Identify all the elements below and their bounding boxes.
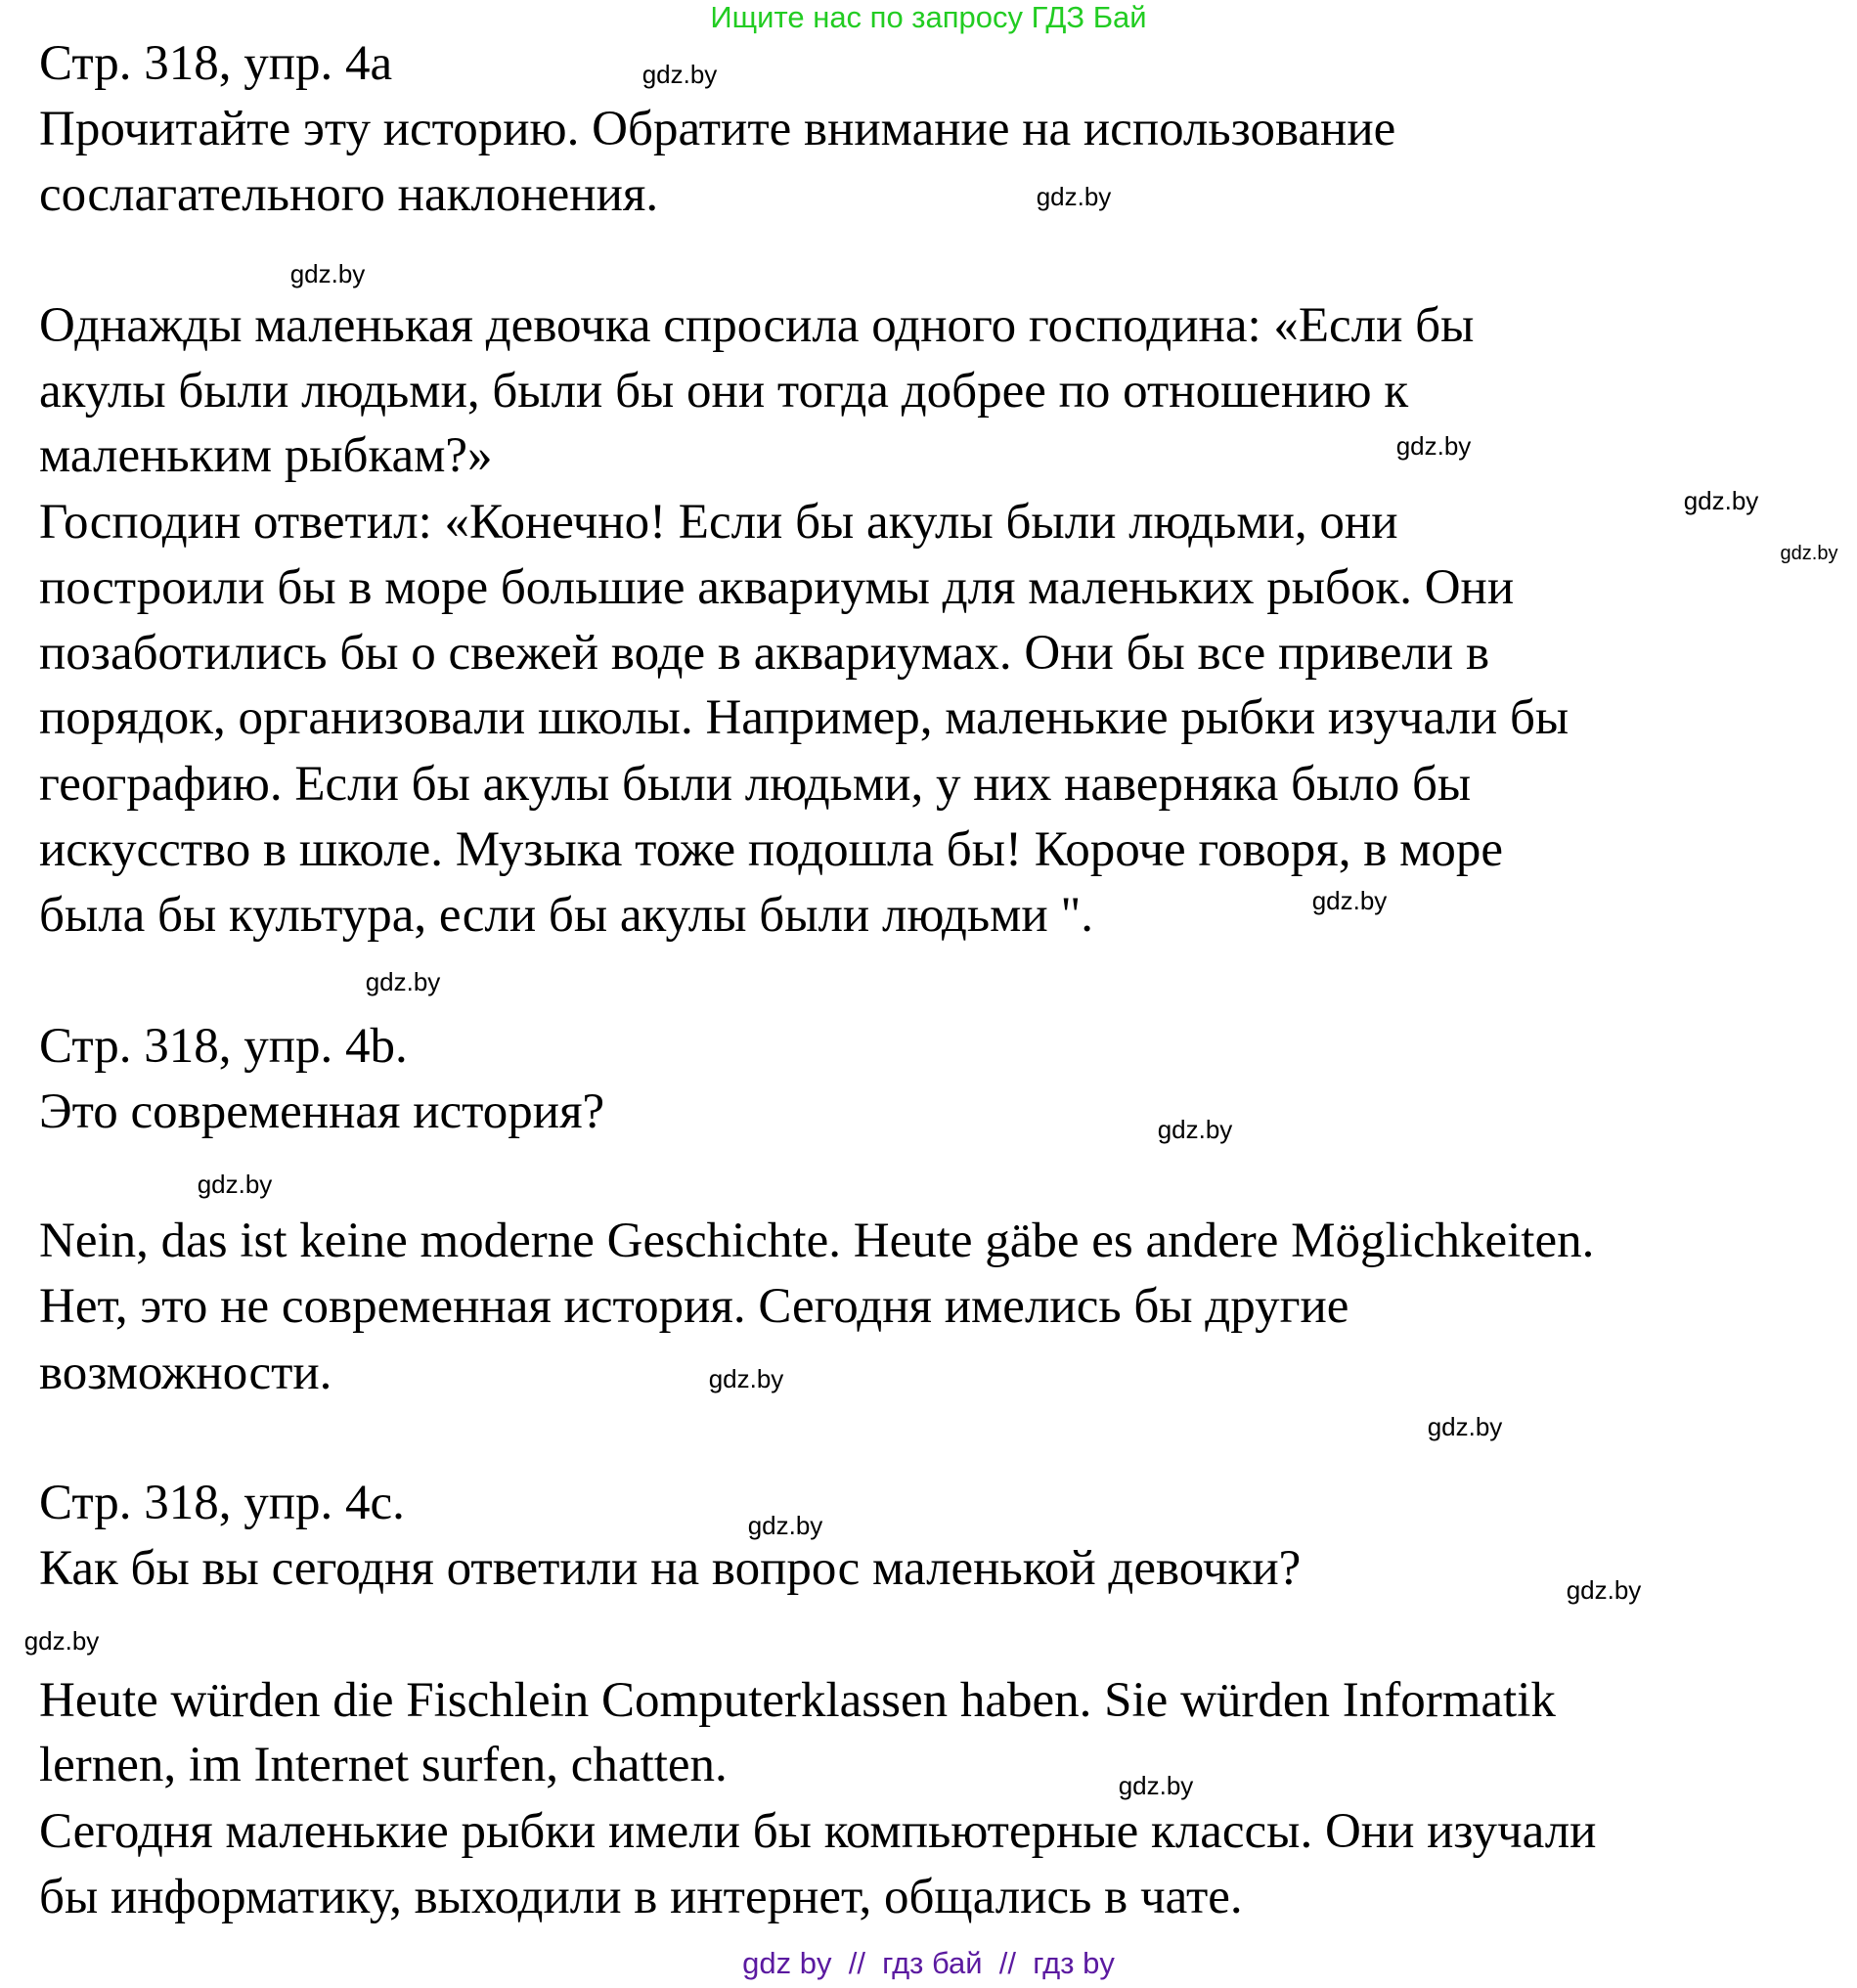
story-line: порядок, организовали школы. Например, маленькие рыбки изучали бы <box>39 690 1570 745</box>
watermark: gdz.by <box>1566 1575 1642 1605</box>
answer-line: возможности. <box>39 1346 332 1400</box>
question-text: Это современная история? <box>39 1084 605 1139</box>
watermark: gdz.by <box>1311 886 1388 915</box>
watermark: gdz.by <box>1036 182 1112 211</box>
watermark: gdz.by <box>1780 543 1838 564</box>
watermark: gdz.by <box>289 259 366 288</box>
answer-line: Nein, das ist keine moderne Geschichte. Heute gäbe es andere Möglichkeiten. <box>39 1214 1595 1268</box>
answer-line: Heute würden die Fischlein Computerklassen haben. Sie würden Informatik <box>39 1673 1556 1728</box>
story-line: акулы были людьми, были бы они тогда добрее по отношению к <box>39 364 1409 419</box>
exercise-heading-4a: Стр. 318, упр. 4a <box>39 36 393 91</box>
answer-line: Нет, это не современная история. Сегодня имелись бы другие <box>39 1279 1349 1334</box>
answer-line: бы информатику, выходили в интернет, общались в чате. <box>39 1870 1243 1924</box>
watermark: gdz.by <box>197 1170 273 1199</box>
story-line: маленьким рыбкам?» <box>39 428 493 483</box>
watermark: gdz.by <box>365 967 441 996</box>
task-text: Прочитайте эту историю. Обратите внимание на использование <box>39 102 1396 156</box>
story-line: построили бы в море большие аквариумы для маленьких рыбок. Они <box>39 560 1515 615</box>
exercise-heading-4c: Стр. 318, упр. 4c. <box>39 1476 405 1530</box>
answer-line: Сегодня маленькие рыбки имели бы компьютерные классы. Они изучали <box>39 1804 1597 1859</box>
footer-links: gdz by // гдз бай // гдз by <box>742 1946 1115 1980</box>
watermark: gdz.by <box>1395 431 1472 461</box>
search-banner: Ищите нас по запросу ГДЗ Бай <box>710 0 1147 34</box>
task-text: сослагательного наклонения. <box>39 167 659 222</box>
story-line: географию. Если бы акулы были людьми, у них наверняка было бы <box>39 757 1472 812</box>
watermark: gdz.by <box>1427 1412 1503 1441</box>
answer-line: lernen, im Internet surfen, chatten. <box>39 1738 728 1792</box>
watermark: gdz.by <box>1157 1115 1233 1144</box>
watermark: gdz.by <box>641 60 718 89</box>
watermark: gdz.by <box>1118 1771 1194 1800</box>
story-line: искусство в школе. Музыка тоже подошла бы! Короче говоря, в море <box>39 822 1504 877</box>
story-line: Господин ответил: «Конечно! Если бы акулы были людьми, они <box>39 495 1398 550</box>
story-line: была бы культура, если бы акулы были людьми ". <box>39 888 1094 943</box>
watermark: gdz.by <box>1683 486 1759 515</box>
exercise-heading-4b: Стр. 318, упр. 4b. <box>39 1019 408 1074</box>
question-text: Как бы вы сегодня ответили на вопрос маленькой девочки? <box>39 1541 1302 1596</box>
watermark: gdz.by <box>708 1364 784 1393</box>
watermark: gdz.by <box>747 1511 823 1540</box>
story-line: Однажды маленькая девочка спросила одного господина: «Если бы <box>39 298 1475 353</box>
story-line: позаботились бы о свежей воде в аквариумах. Они бы все привели в <box>39 626 1490 681</box>
watermark: gdz.by <box>23 1626 100 1656</box>
